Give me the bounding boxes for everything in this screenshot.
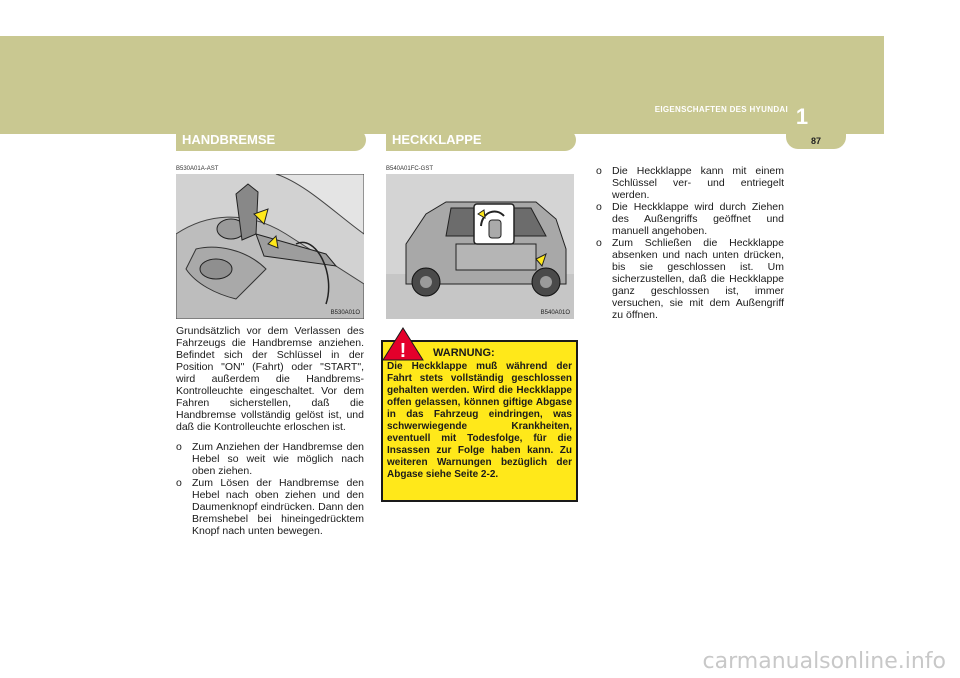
watermark: carmanualsonline.info: [702, 649, 946, 674]
section-code-handbremse: B530A01A-AST: [176, 166, 219, 172]
tailgate-illustration: [386, 174, 574, 319]
section-header-heckklappe: HECKKLAPPE: [386, 129, 576, 151]
bullet-marker: o: [176, 441, 182, 453]
list-item: o Die Heckklappe kann mit einem Schlüssel ver- und entriegelt werden.: [596, 165, 784, 201]
bullet-marker: o: [596, 165, 602, 177]
handbrake-illustration: [176, 174, 364, 319]
tailgate-figure: [386, 174, 574, 319]
warning-title: WARNUNG:: [433, 347, 495, 359]
chapter-title: EIGENSCHAFTEN DES HYUNDAI: [654, 105, 788, 114]
handbremse-bullets: [176, 441, 364, 537]
handbremse-paragraph: Grundsätzlich vor dem Verlassen des Fahrzeugs die Handbremse anziehen. Befindet sich der Schlüssel in der Position "ON" (Fahrt) oder "START", wird außerdem die Handbrems-Kontrolleuchte eingeschaltet. Vor dem Fahren sicherstellen, daß die Handbremse vollständig gelöst ist, und daß die Kontrolleuchte erloschen ist.: [176, 325, 364, 433]
handbrake-figure: [176, 174, 364, 319]
section-header-handbremse: HANDBREMSE: [176, 129, 366, 151]
figure-code-handbremse: B530A01O: [330, 310, 360, 316]
list-item: o Zum Anziehen der Handbremse den Hebel so weit wie möglich nach oben ziehen.: [176, 441, 364, 477]
warning-symbol: !: [399, 340, 407, 362]
warning-box: [381, 340, 578, 502]
list-item: o Die Heckklappe wird durch Ziehen des Außengriffs geöffnet und manuell angehoben.: [596, 201, 784, 237]
chapter-number: 1: [795, 104, 809, 129]
list-item: o Zum Lösen der Handbremse den Hebel nach oben ziehen und den Daumenknopf eindrücken. Dann den Bremshebel bei hineingedrücktem Knopf nach unten bewegen.: [176, 477, 364, 537]
chapter-band: [0, 36, 884, 134]
warning-icon: [381, 326, 425, 362]
bullet-marker: o: [596, 237, 602, 249]
list-item: o Zum Schließen die Heckklappe absenken und nach unten drücken, bis sie geschlossen ist. Um sicherzustellen, daß die Heckklappe ganz geschlossen ist, immer versuchen, sie mit dem Außengriff zu öffnen.: [596, 237, 784, 321]
page-number: 87: [786, 133, 846, 149]
figure-code-heckklappe: B540A01O: [540, 310, 570, 316]
section-code-heckklappe: B540A01FC-GST: [386, 166, 434, 172]
heckklappe-bullets: [596, 165, 784, 321]
handbremse-body: [176, 325, 364, 537]
bullet-marker: o: [596, 201, 602, 213]
warning-text: Die Heckklappe muß während der Fahrt stets vollständig geschlossen gehalten werden. Wird die Heckklappe offen gelassen, können giftige Abgase in das Fahrzeug eindringen, was schwerwiegende Krankheiten, eventuell mit Todesfolge, für die Insassen zur Folge haben kann. Zu weiteren Warnungen bezüglich der Abgase siehe Seite 2-2.: [387, 361, 572, 480]
bullet-marker: o: [176, 477, 182, 489]
heckklappe-bullets-block: [596, 165, 784, 321]
